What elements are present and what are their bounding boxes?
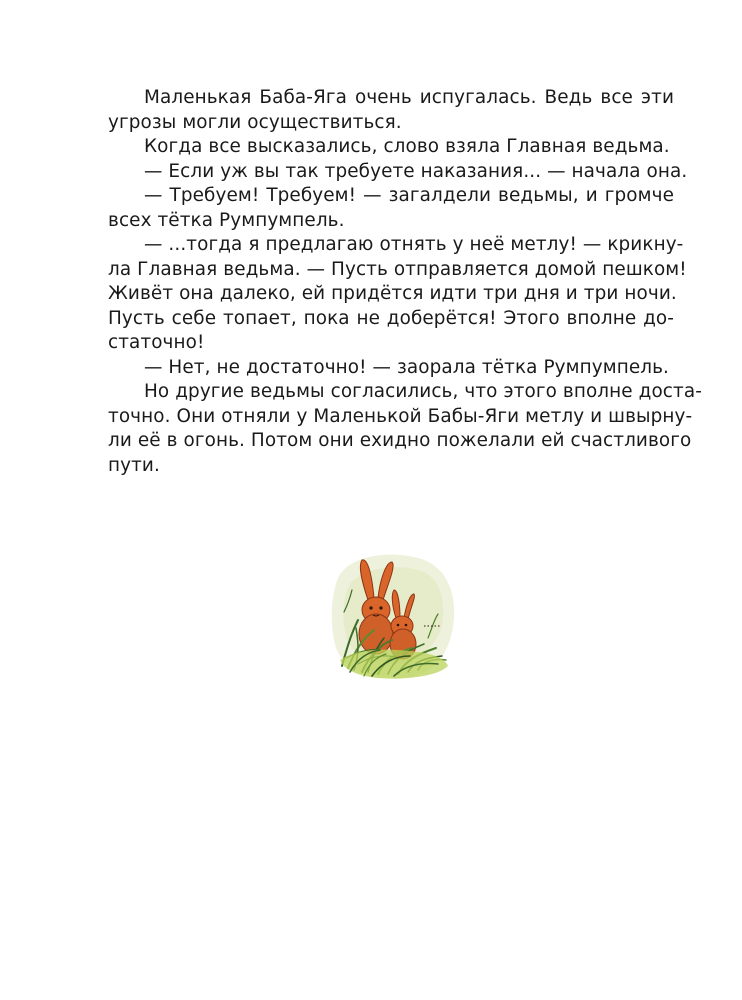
text-line: угрозы могли осуществиться. xyxy=(108,111,402,133)
text-line: Живёт она далеко, ей придётся идти три дня и три ночи. xyxy=(108,283,677,304)
two-rabbits-in-grass-icon xyxy=(328,548,460,682)
text-line: пути. xyxy=(108,454,160,476)
text-line: — Требуем! Требуем! — загалдели ведьмы, и громче xyxy=(144,185,674,206)
rabbits-illustration xyxy=(328,548,460,682)
text-line: — Нет, не достаточно! — заорала тётка Румпумпель. xyxy=(144,356,669,378)
text-line: Пусть себе топает, пока не доберётся! Этого вполне до- xyxy=(108,307,674,329)
story-text xyxy=(108,86,702,478)
text-line: всех тётка Румпумпель. xyxy=(108,209,345,231)
text-line: ла Главная ведьма. — Пусть отправляется домой пешком! xyxy=(108,258,687,280)
text-line: Маленькая Баба-Яга очень испугалась. Ведь все эти xyxy=(144,87,674,108)
text-line: статочно! xyxy=(108,332,205,353)
text-line: — Если уж вы так требуете наказания... — начала она. xyxy=(144,160,688,182)
text-line: Когда все высказались, слово взяла Главная ведьма. xyxy=(144,136,670,157)
text-line: Но другие ведьмы согласились, что этого вполне доста- xyxy=(144,381,702,402)
text-line: ли её в огонь. Потом они ехидно пожелали ей счастливого xyxy=(108,430,692,451)
text-line: точно. Они отняли у Маленькой Бабы-Яги метлу и швырну- xyxy=(108,405,693,427)
text-line: — ...тогда я предлагаю отнять у неё метлу! — крикну- xyxy=(144,234,684,255)
big-rabbit-body xyxy=(359,614,393,654)
